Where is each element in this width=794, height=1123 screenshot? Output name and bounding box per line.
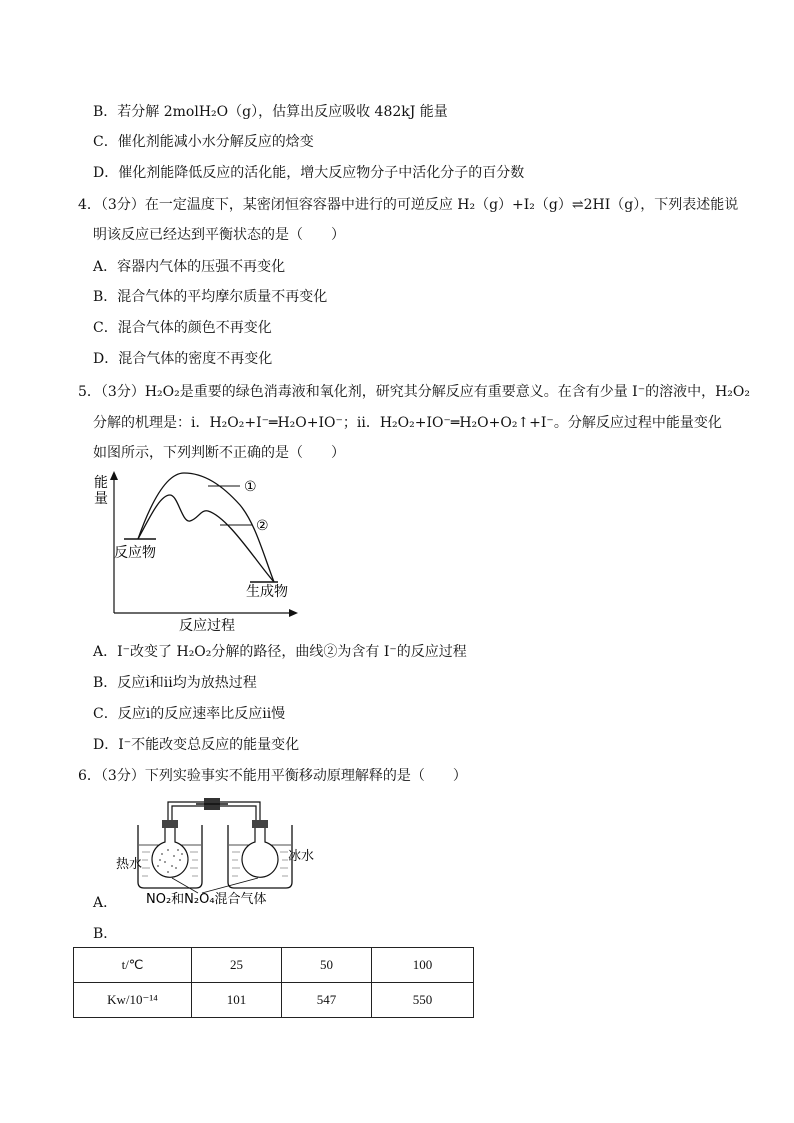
ice-water-label: 冰水 [288,849,315,864]
apparatus-figure [110,790,320,910]
q5-stem-line1: 5．（3分）H₂O₂是重要的绿色消毒液和氧化剂，研究其分解反应有重要意义。在含有少量 I⁻的溶液中，H₂O₂ [78,384,751,400]
q4-option-c: C．混合气体的颜色不再变化 [93,320,272,336]
q4-option-d: D．混合气体的密度不再变化 [93,351,273,367]
x-axis-label: 反应过程 [179,618,235,634]
table-cell: 550 [372,983,474,1018]
table-header-cell: 100 [372,948,474,983]
q4-stem-line1: 4．（3分）在一定温度下，某密闭恒容容器中进行的可逆反应 H₂（g）+I₂（g）⇌2HI（g），下列表述能说 [78,197,739,213]
q6-option-b: B． [93,926,118,942]
q5-option-a: A．I⁻改变了 H₂O₂分解的路径，曲线②为含有 I⁻的反应过程 [93,644,467,660]
table-row-label: Kw/10⁻¹⁴ [74,983,192,1018]
hot-water-label: 热水 [116,857,143,872]
table-header-cell: t/℃ [74,948,192,983]
curve-2 [138,495,274,582]
q3-option-b: B．若分解 2molH₂O（g），估算出反应吸收 482kJ 能量 [93,104,448,120]
q3-option-d: D．催化剂能降低反应的活化能，增大反应物分子中活化分子的百分数 [93,165,525,181]
q6-option-a: A． [93,895,118,911]
q4-option-a: A．容器内气体的压强不再变化 [93,259,286,275]
energy-diagram [80,465,320,635]
q5-stem-line3: 如图所示，下列判断不正确的是（ ） [93,445,345,461]
y-axis-label-2: 量 [94,491,108,507]
q6-stem: 6．（3分）下列实验事实不能用平衡移动原理解释的是（ ） [78,768,467,784]
q5-option-c: C．反应ⅰ的反应速率比反应ⅱ慢 [93,706,286,722]
table-header-cell: 25 [192,948,282,983]
q5-option-b: B．反应ⅰ和ⅱ均为放热过程 [93,675,257,691]
curve-1-label: ① [244,479,257,495]
table-header-cell: 50 [282,948,372,983]
y-axis-label-1: 能 [94,475,108,491]
curve-2-label: ② [256,518,269,534]
q4-option-b: B．混合气体的平均摩尔质量不再变化 [93,289,328,305]
gas-mixture-label: NO₂和N₂O₄混合气体 [146,892,267,907]
product-label: 生成物 [246,584,288,600]
kw-table [73,947,474,1018]
q5-stem-line2: 分解的机理是：ⅰ．H₂O₂+I⁻═H₂O+IO⁻；ⅱ．H₂O₂+IO⁻═H₂O+O₂↑+I⁻。分解反应过程中能量变化 [93,415,722,431]
table-row [74,948,474,983]
right-flask [242,828,278,877]
table-cell: 547 [282,983,372,1018]
table-cell: 101 [192,983,282,1018]
q5-option-d: D．I⁻不能改变总反应的能量变化 [93,737,300,753]
reactant-label: 反应物 [114,545,156,561]
q3-option-c: C．催化剂能减小水分解反应的焓变 [93,134,314,150]
table-row [74,983,474,1018]
left-flask [152,828,188,877]
q4-stem-line2: 明该反应已经达到平衡状态的是（ ） [93,227,345,243]
